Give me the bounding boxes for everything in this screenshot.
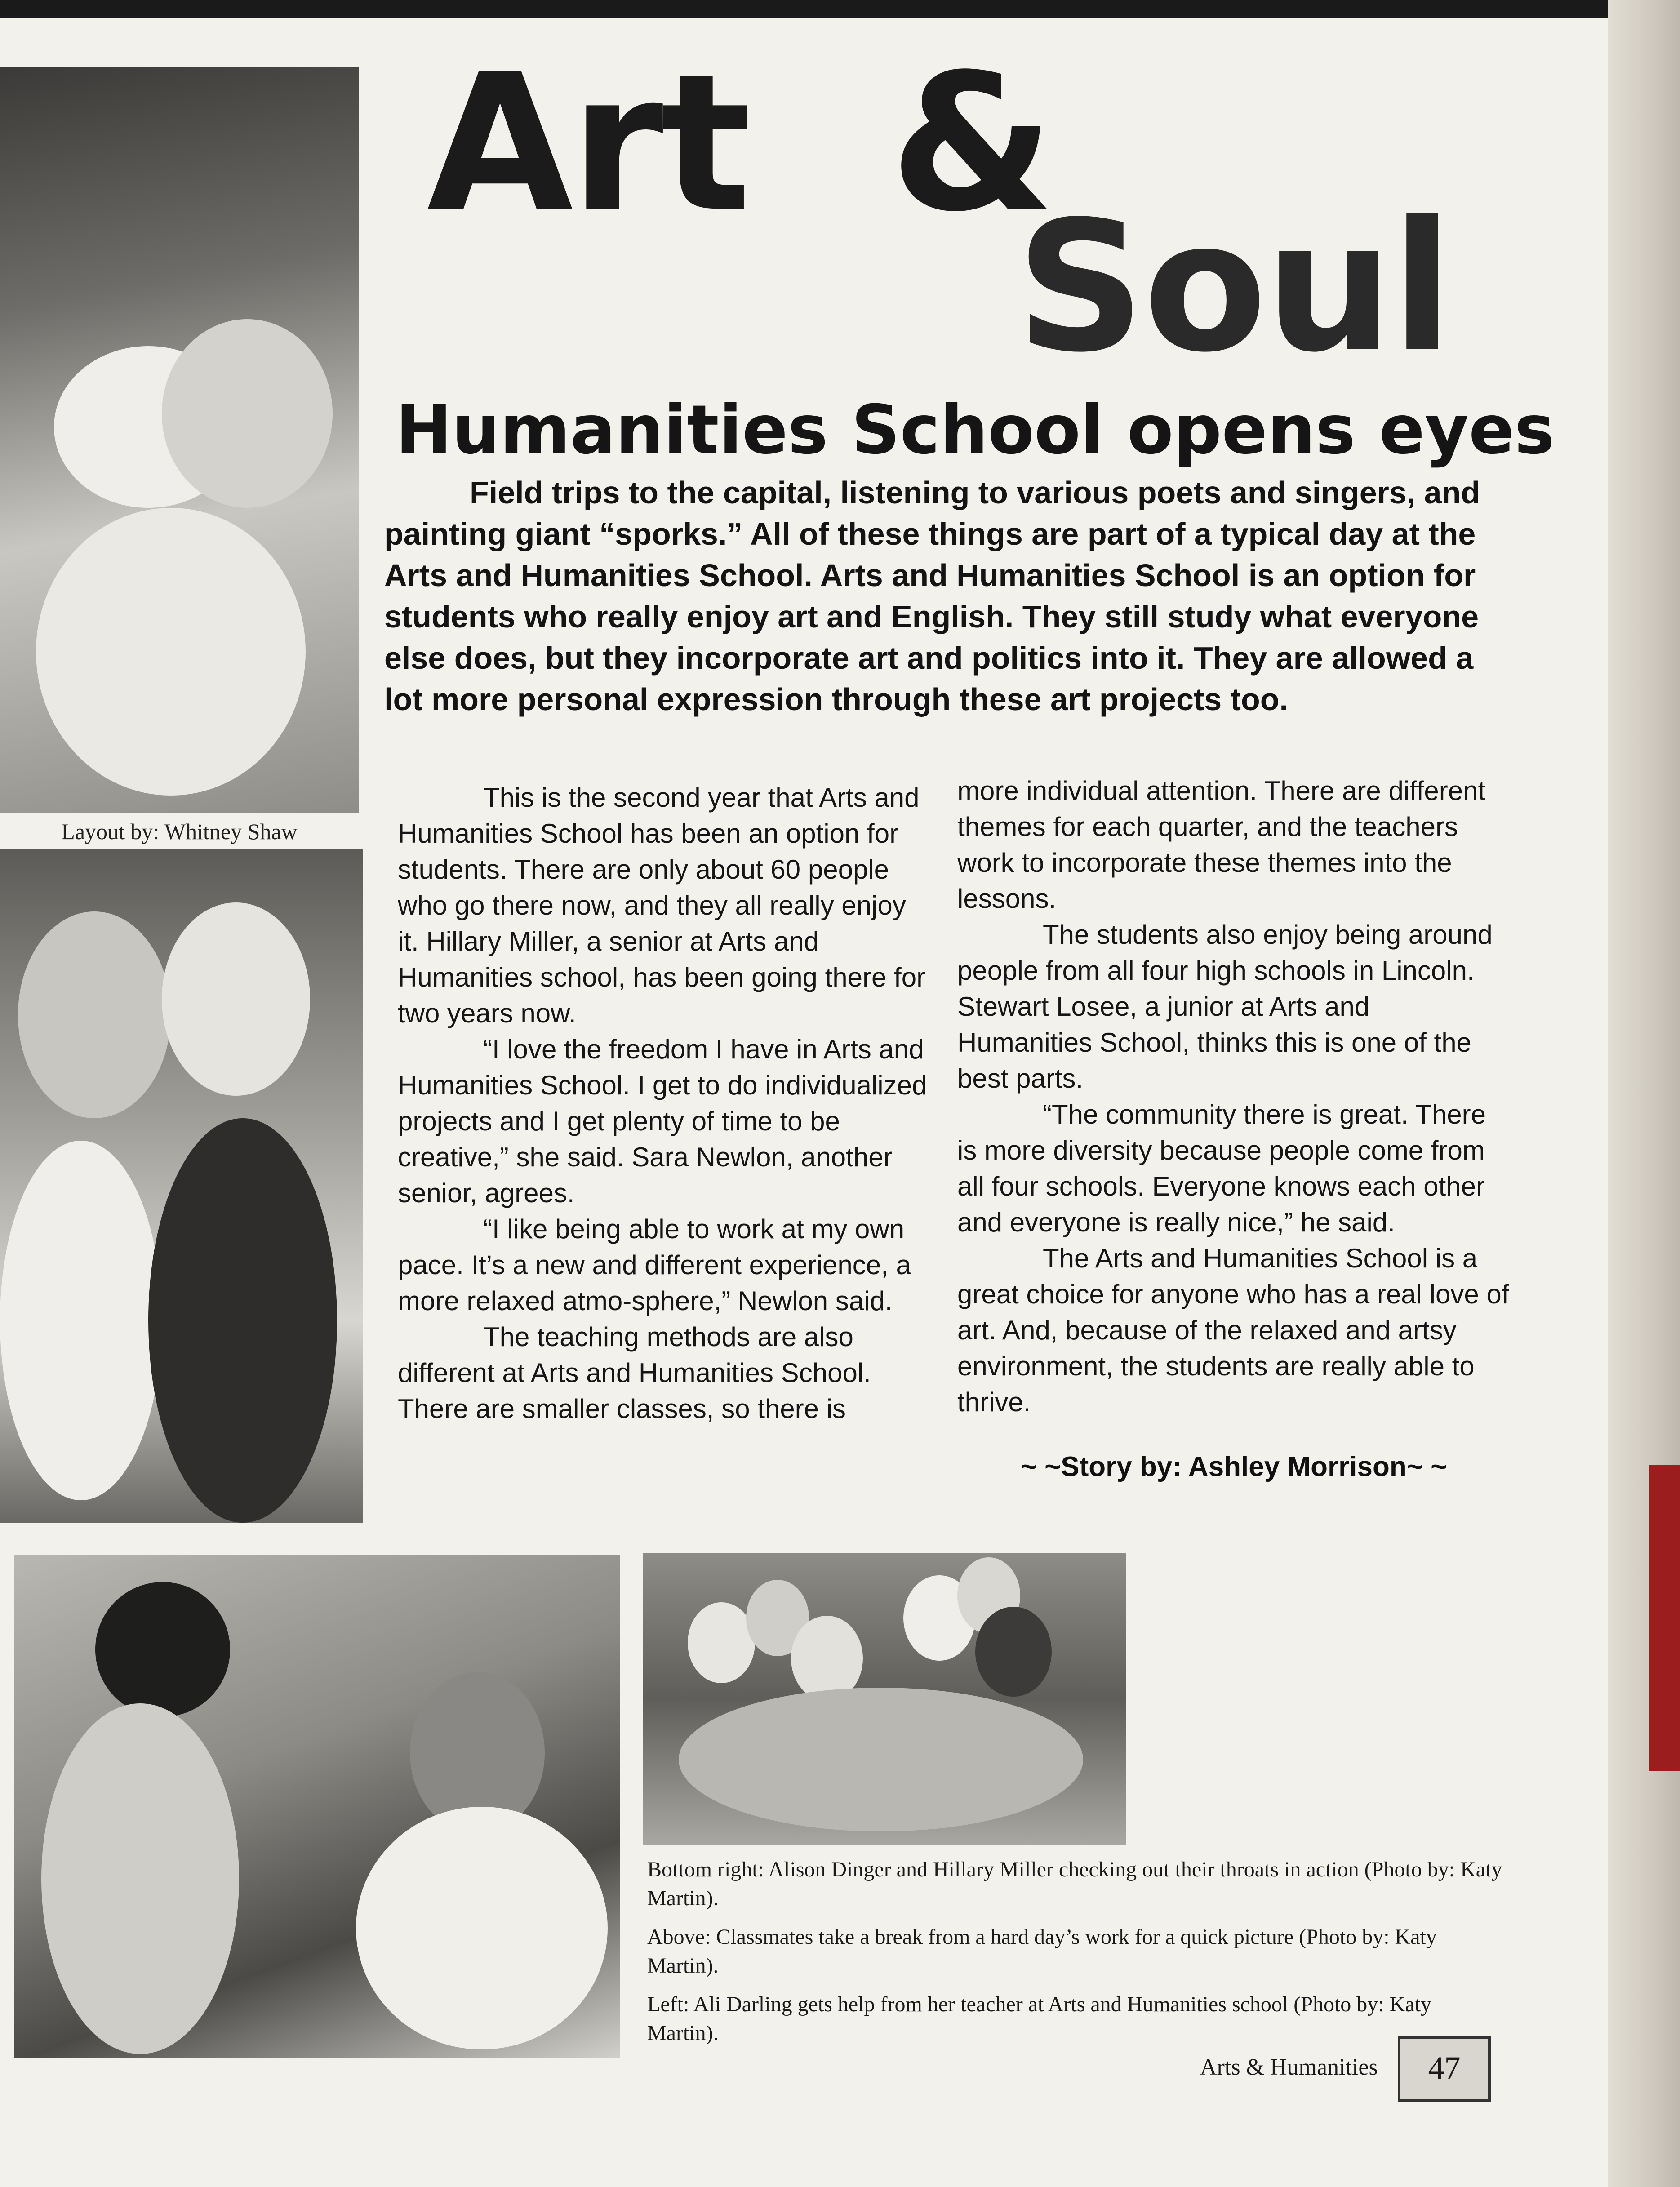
photo-captions (647, 1855, 1506, 2058)
caption-left: Left: Ali Darling gets help from her teacher at Arts and Humanities school (Photo by: Katy Martin). (647, 1992, 1431, 2045)
footer-section-label: Arts & Humanities (1200, 2054, 1378, 2080)
article-column-1 (398, 780, 933, 1427)
photo-students-at-desk (0, 67, 359, 813)
column1-paragraph: “I love the freedom I have in Arts and Humanities School. I get to do individualized projects and I get plenty of time to be creative,” she said. Sara Newlon, another senior, agrees. (398, 1034, 927, 1208)
title-ampersand: & (890, 34, 1055, 253)
page-number: 47 (1398, 2036, 1491, 2102)
photo-teacher-helping-student (14, 1555, 620, 2058)
page-binding (1608, 0, 1680, 2187)
column2-paragraph: “The community there is great. There is more diversity because people come from all four schools. Everyone knows each other and everyone is really nice,” he said. (957, 1099, 1486, 1237)
section-tab (1649, 1465, 1680, 1771)
title-soul: Soul (1016, 183, 1451, 392)
caption-bottom-right: Bottom right: Alison Dinger and Hillary Miller checking out their throats in action (Photo by: Katy Martin). (647, 1858, 1502, 1910)
photo-classmates-group (643, 1553, 1126, 1845)
top-edge-shadow (0, 0, 1680, 18)
article-column-2 (957, 773, 1510, 1420)
story-byline: ~ ~Story by: Ashley Morrison~ ~ (1020, 1451, 1447, 1482)
photo-students-throats (0, 849, 363, 1523)
column1-paragraph: This is the second year that Arts and Humanities School has been an option for students. There are only about 60 people who go there now, and they all really enjoy it. Hillary Miller, a senior at Arts and Humanities school, has been going there for two years now. (398, 782, 926, 1028)
title-art: Art (427, 34, 748, 253)
intro-text: Field trips to the capital, listening to various poets and singers, and painting giant “sporks.” All of these things are part of a typical day at the Arts and Humanities School. Arts and Humanities School is an option for students who really enjoy art and English. They still study what everyone else does, but they incorporate art and politics into it. They are allowed a lot more personal expression through these art projects too. (384, 475, 1480, 717)
column1-paragraph: The teaching methods are also different at Arts and Humanities School. There are smaller classes, so there is (398, 1322, 871, 1424)
intro-paragraph (384, 472, 1499, 720)
layout-credit: Layout by: Whitney Shaw (61, 819, 298, 844)
column2-paragraph: The students also enjoy being around people from all four high schools in Lincoln. Stewart Losee, a junior at Arts and Humanities School, thinks this is one of the best parts. (957, 920, 1493, 1094)
column2-paragraph: more individual attention. There are different themes for each quarter, and the teachers work to incorporate these themes into the lessons. (957, 776, 1486, 914)
column2-paragraph: The Arts and Humanities School is a great choice for anyone who has a real love of art. And, because of the relaxed and artsy environment, the students are really able to thrive. (957, 1243, 1509, 1417)
subtitle: Humanities School opens eyes (396, 391, 1555, 469)
caption-above: Above: Classmates take a break from a hard day’s work for a quick picture (Photo by: Katy Martin). (647, 1925, 1437, 1978)
column1-paragraph: “I like being able to work at my own pace. It’s a new and different experience, a more relaxed atmo-sphere,” Newlon said. (398, 1214, 911, 1316)
